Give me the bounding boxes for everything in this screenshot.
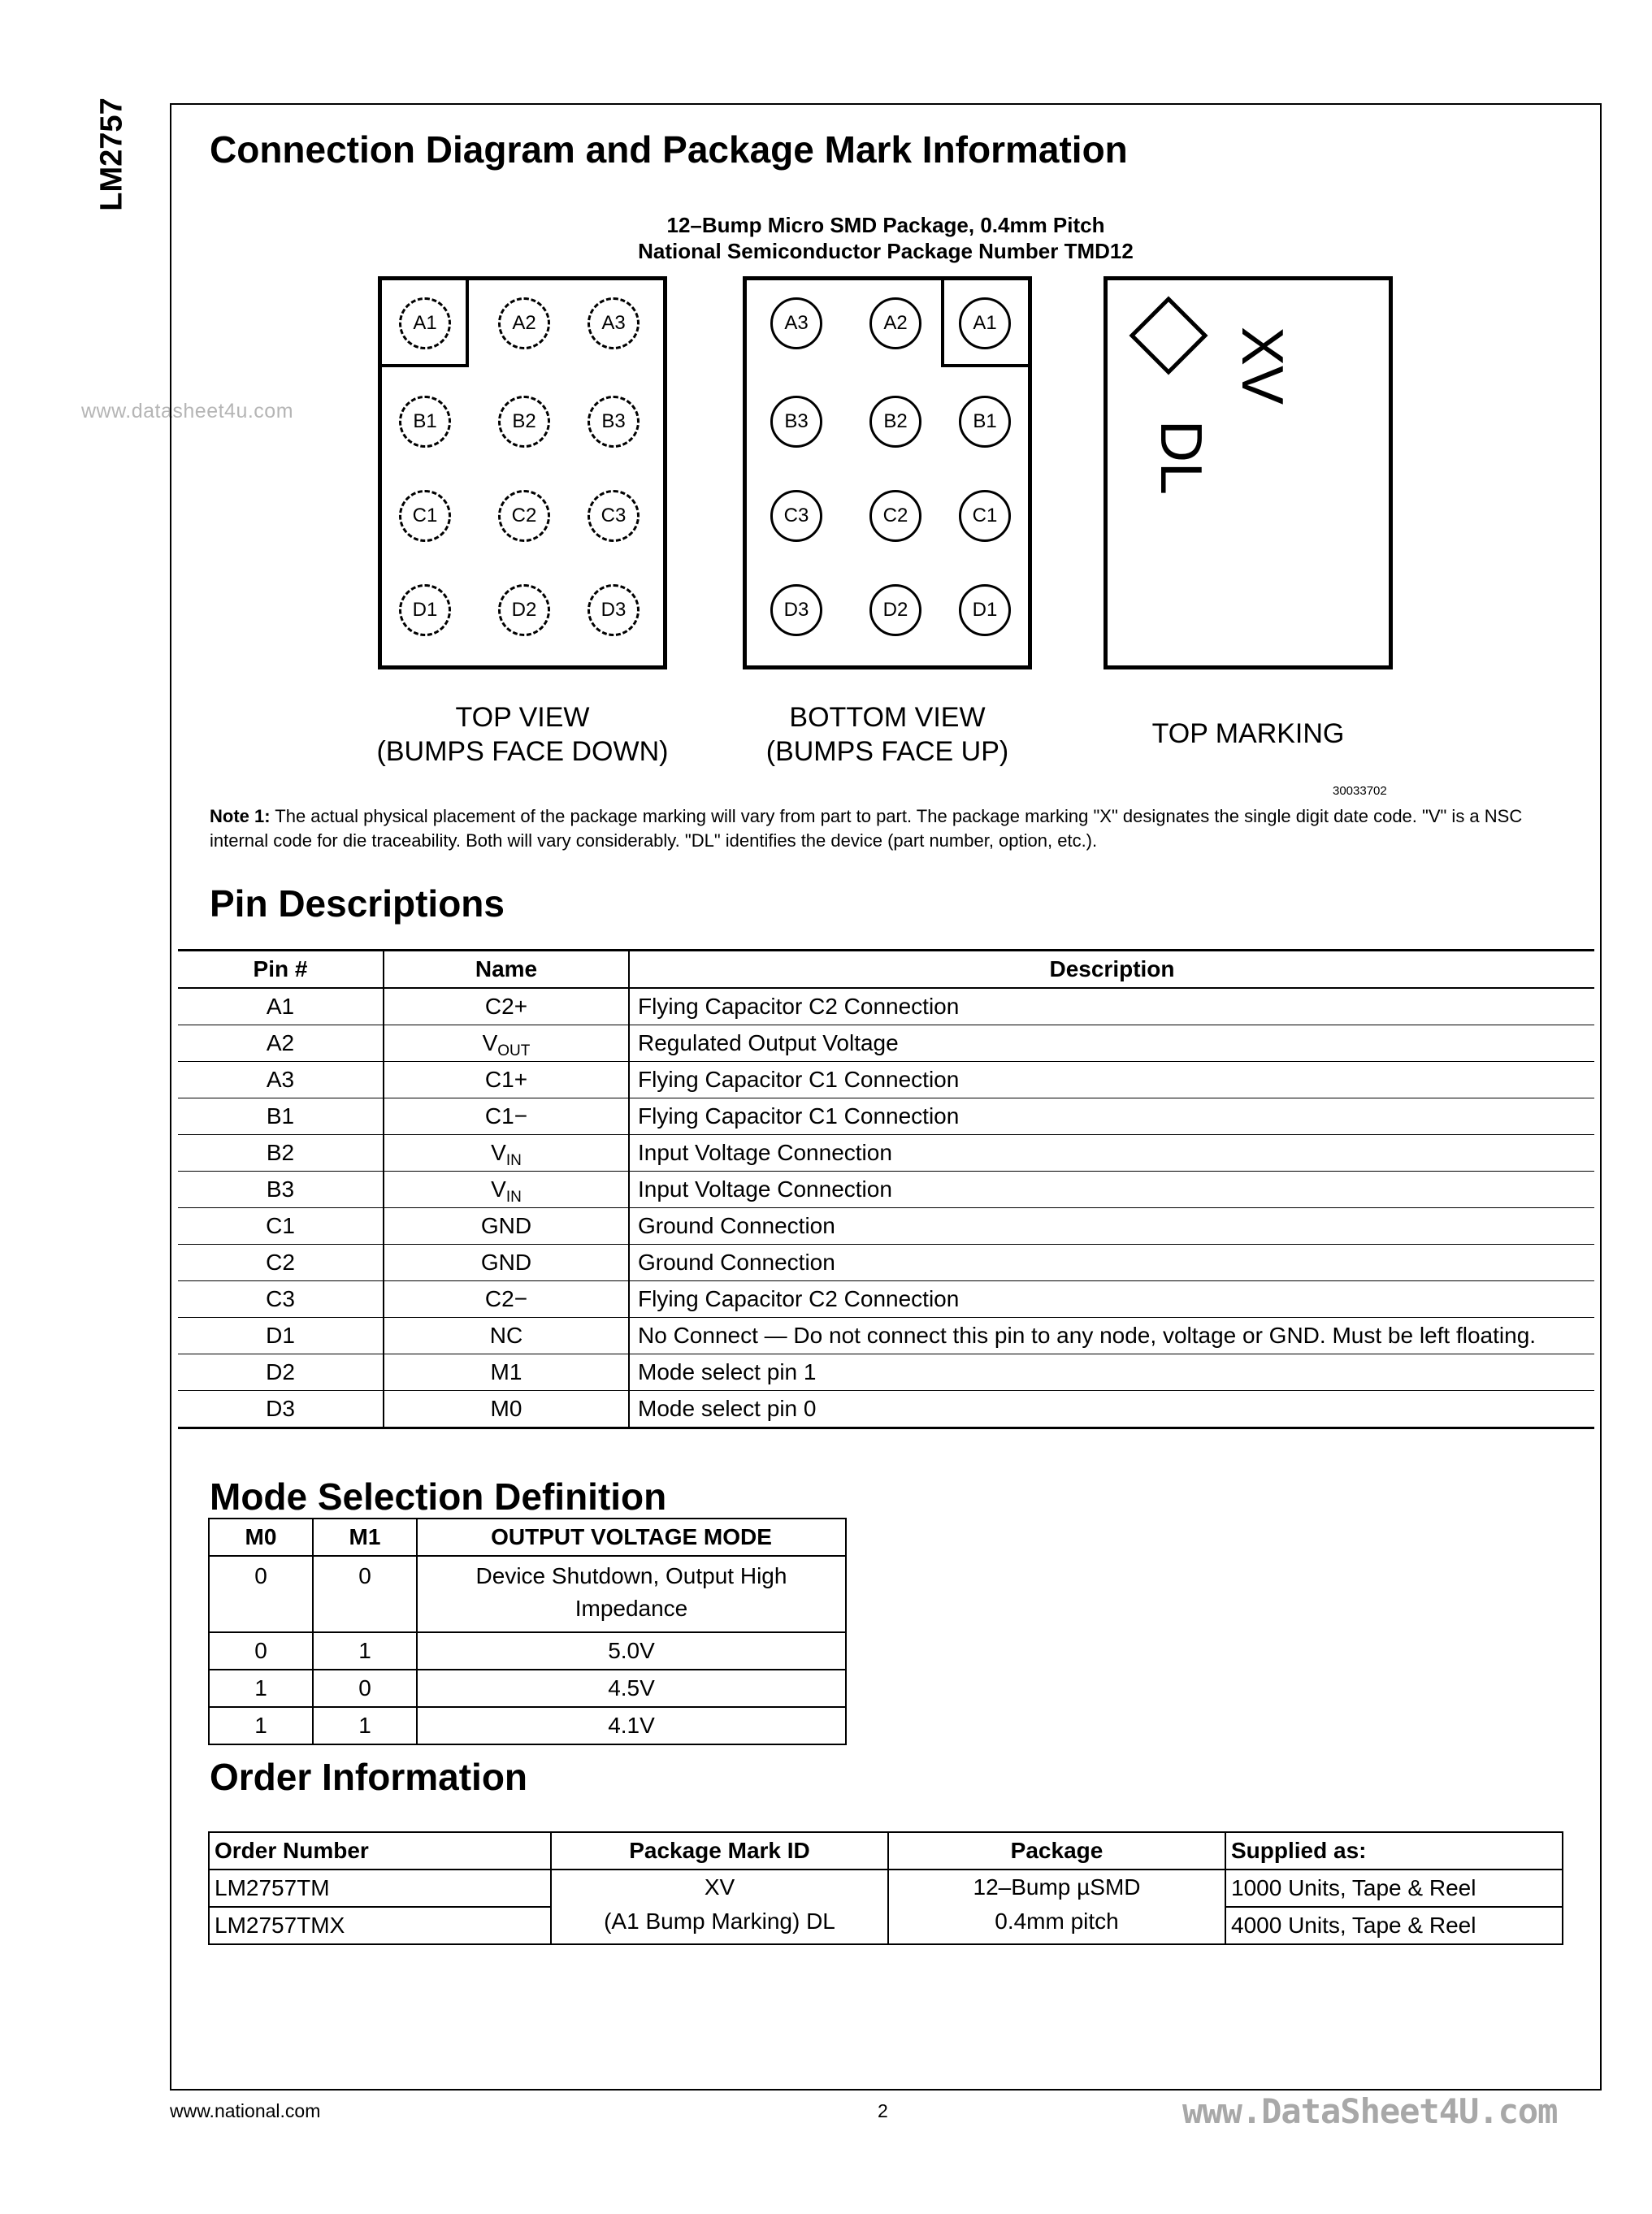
pin-number: C2: [178, 1245, 384, 1281]
column-header: Order Number: [209, 1832, 551, 1870]
pin-description: Mode select pin 0: [629, 1391, 1594, 1428]
pin-number: D2: [178, 1354, 384, 1391]
pin-name: M0: [384, 1391, 629, 1428]
bottom-view-label: BOTTOM VIEW (BUMPS FACE UP): [765, 702, 1009, 767]
pin-number: B3: [178, 1172, 384, 1208]
side-title: LM2757: [94, 97, 129, 211]
top-view-label: TOP VIEW (BUMPS FACE DOWN): [376, 702, 669, 767]
pin-description: Flying Capacitor C2 Connection: [629, 1281, 1594, 1318]
pin-description: Flying Capacitor C2 Connection: [629, 988, 1594, 1025]
column-header: M1: [313, 1519, 417, 1556]
pin-name: NC: [384, 1318, 629, 1354]
bump-b2: B2: [869, 396, 921, 448]
bump-c1: C1: [399, 490, 451, 542]
table-row: [178, 1025, 1594, 1062]
footer-watermark[interactable]: www.DataSheet4U.com: [1182, 2091, 1558, 2131]
column-header: Description: [629, 951, 1594, 989]
table-row: [209, 1556, 846, 1632]
footer-website[interactable]: www.national.com: [170, 2100, 321, 2121]
pin-name: $V_{OUT}$: [384, 1025, 629, 1062]
pin-name: C2+: [384, 988, 629, 1025]
package-line-2: National Semiconductor Package Number TMD12: [638, 239, 1134, 263]
column-header: Pin #: [178, 951, 384, 989]
watermark-link[interactable]: www.datasheet4u.com: [81, 400, 294, 422]
bump-a3: A3: [770, 297, 822, 349]
pin-name: C1+: [384, 1062, 629, 1098]
pin-description: No Connect — Do not connect this pin to any node, voltage or GND. Must be left floating.: [629, 1318, 1594, 1354]
pin-description: Ground Connection: [629, 1245, 1594, 1281]
pin-number: B2: [178, 1135, 384, 1172]
table-row: [209, 1670, 846, 1707]
mode-output: Device Shutdown, Output High Impedance: [417, 1556, 846, 1632]
mark-xv: XV: [1229, 326, 1294, 405]
table-row: [178, 1098, 1594, 1135]
bump-c3: C3: [588, 490, 640, 542]
mode-m1: 1: [313, 1707, 417, 1744]
table-row: [178, 1172, 1594, 1208]
pin-descriptions-heading: Pin Descriptions: [210, 882, 505, 925]
supplied-as: 4000 Units, Tape & Reel: [1225, 1907, 1563, 1944]
bump-b2: B2: [498, 396, 550, 448]
table-row: [209, 1632, 846, 1670]
supplied-as: 1000 Units, Tape & Reel: [1225, 1870, 1563, 1907]
column-header: M0: [209, 1519, 313, 1556]
bump-b3: B3: [770, 396, 822, 448]
bump-b1: B1: [959, 396, 1011, 448]
package-mark-id: XV (A1 Bump Marking) DL: [551, 1870, 888, 1944]
column-header: Package: [888, 1832, 1225, 1870]
mode-output: 5.0V: [417, 1632, 846, 1670]
mode-m0: 1: [209, 1707, 313, 1744]
bump-c1: C1: [959, 490, 1011, 542]
column-header: Name: [384, 951, 629, 989]
top-marking-label: TOP MARKING: [1151, 718, 1345, 749]
bump-d1: D1: [399, 584, 451, 636]
column-header: Package Mark ID: [551, 1832, 888, 1870]
pin-name: M1: [384, 1354, 629, 1391]
top-marking-panel: [1104, 276, 1393, 669]
bump-b3: B3: [588, 396, 640, 448]
pin-number: D3: [178, 1391, 384, 1428]
page-number: 2: [878, 2100, 888, 2121]
pin-number: A2: [178, 1025, 384, 1062]
mode-m1: 0: [313, 1670, 417, 1707]
table-row: [178, 1281, 1594, 1318]
table-row: [178, 1245, 1594, 1281]
note: Note 1: The actual physical placement of the package marking will vary from part to part. The package marking "X" designates the single digit date code. "V" is a NSC internal code for die traceability. Both will vary considerably. "DL" identifies the device (part number, option, etc.).: [210, 806, 1523, 851]
pin-description: Input Voltage Connection: [629, 1172, 1594, 1208]
mode-output: 4.1V: [417, 1707, 846, 1744]
pin-name: GND: [384, 1208, 629, 1245]
pin1-diamond-icon: [1128, 295, 1209, 376]
pin-number: B1: [178, 1098, 384, 1135]
package-type: 12–Bump µSMD 0.4mm pitch: [888, 1870, 1225, 1944]
order-number: LM2757TMX: [209, 1907, 551, 1944]
bump-d2: D2: [869, 584, 921, 636]
bump-b1: B1: [399, 396, 451, 448]
pin-descriptions-table: [178, 949, 1594, 1429]
mode-m1: 1: [313, 1632, 417, 1670]
table-row: [178, 988, 1594, 1025]
mode-output: 4.5V: [417, 1670, 846, 1707]
bump-d3: D3: [770, 584, 822, 636]
table-row: [209, 1707, 846, 1744]
figure-number: 30033702: [1333, 784, 1387, 798]
bump-c3: C3: [770, 490, 822, 542]
mode-m0: 0: [209, 1556, 313, 1632]
pin-name: GND: [384, 1245, 629, 1281]
column-header: Supplied as:: [1225, 1832, 1563, 1870]
bump-c2: C2: [498, 490, 550, 542]
pin-number: D1: [178, 1318, 384, 1354]
bump-d3: D3: [588, 584, 640, 636]
pin-number: A3: [178, 1062, 384, 1098]
bump-a1: A1: [399, 297, 451, 349]
pin-name: $V_{IN}$: [384, 1135, 629, 1172]
table-row: [178, 1318, 1594, 1354]
mode-m0: 1: [209, 1670, 313, 1707]
mode-m0: 0: [209, 1632, 313, 1670]
pin-name: C1−: [384, 1098, 629, 1135]
pin-number: C3: [178, 1281, 384, 1318]
table-row: [209, 1870, 1563, 1907]
bump-a3: A3: [588, 297, 640, 349]
bump-c2: C2: [869, 490, 921, 542]
pin-name: C2−: [384, 1281, 629, 1318]
pin-number: A1: [178, 988, 384, 1025]
pin-description: Regulated Output Voltage: [629, 1025, 1594, 1062]
table-row: [178, 1354, 1594, 1391]
mode-selection-table: [208, 1518, 847, 1745]
table-row: [178, 1391, 1594, 1428]
pin-name: $V_{IN}$: [384, 1172, 629, 1208]
mode-selection-heading: Mode Selection Definition: [210, 1475, 667, 1518]
table-row: [178, 1135, 1594, 1172]
connection-heading: Connection Diagram and Package Mark Information: [210, 128, 1128, 171]
pin-description: Ground Connection: [629, 1208, 1594, 1245]
package-line-1: 12–Bump Micro SMD Package, 0.4mm Pitch: [666, 213, 1105, 237]
pin-description: Input Voltage Connection: [629, 1135, 1594, 1172]
order-info-heading: Order Information: [210, 1756, 528, 1798]
pin-number: C1: [178, 1208, 384, 1245]
pin-description: Flying Capacitor C1 Connection: [629, 1098, 1594, 1135]
bump-d2: D2: [498, 584, 550, 636]
column-header: OUTPUT VOLTAGE MODE: [417, 1519, 846, 1556]
table-row: [178, 1062, 1594, 1098]
bump-a2: A2: [498, 297, 550, 349]
order-number: LM2757TM: [209, 1870, 551, 1907]
mode-m1: 0: [313, 1556, 417, 1632]
bump-d1: D1: [959, 584, 1011, 636]
table-row: [178, 1208, 1594, 1245]
bump-a2: A2: [869, 297, 921, 349]
mark-dl: DL: [1148, 419, 1213, 496]
pin-description: Mode select pin 1: [629, 1354, 1594, 1391]
bump-a1: A1: [959, 297, 1011, 349]
order-info-table: [208, 1831, 1563, 1945]
pin-description: Flying Capacitor C1 Connection: [629, 1062, 1594, 1098]
